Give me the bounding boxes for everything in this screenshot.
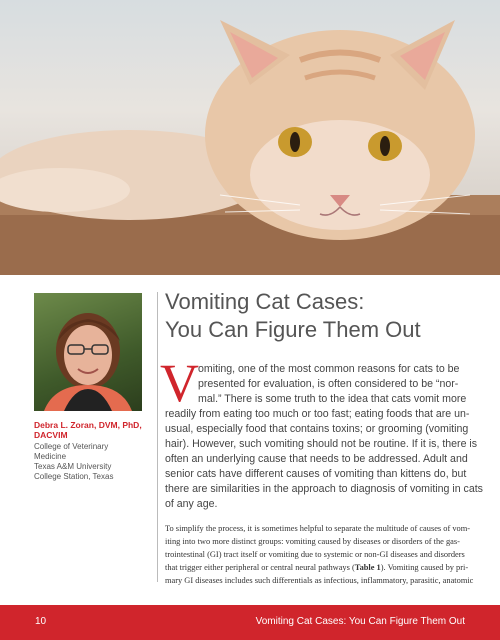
- page-footer: [0, 605, 500, 640]
- affiliation-line: Medicine: [34, 452, 67, 461]
- title-line: You Can Figure Them Out: [165, 317, 421, 342]
- author-name-line: DACVIM: [34, 430, 68, 440]
- title-line: Vomiting Cat Cases:: [165, 289, 365, 314]
- author-name-line: Debra L. Zoran, DVM, PhD,: [34, 420, 142, 430]
- affiliation-line: College of Veterinary: [34, 442, 109, 451]
- affiliation-line: Texas A&M University: [34, 462, 112, 471]
- article-title: [165, 288, 485, 344]
- author-name: [34, 420, 149, 440]
- author-affiliation: [34, 442, 149, 482]
- body-line: To simplify the process, it is sometimes helpful to separate the multitude of causes of vom-: [165, 524, 471, 533]
- drop-cap: V: [160, 353, 199, 413]
- body-text: ). Vomiting caused by pri-: [380, 563, 469, 572]
- lead-line: readily from eating too much or too fast; eating foods that are un-: [165, 408, 470, 420]
- running-title: Vomiting Cat Cases: You Can Figure Them Out: [255, 616, 465, 627]
- body-line: [165, 561, 469, 574]
- column-divider: [157, 292, 158, 582]
- lead-line: usual, especially food that contains toxins; or grooming (vomiting: [165, 423, 469, 435]
- lead-line: mal.” There is some truth to the idea that cats vomit more: [198, 393, 467, 405]
- body-line: mary GI diseases includes such differentials as infectious, inflammatory, parasitic, anatomic: [165, 576, 474, 585]
- lead-line: often an underlying cause that needs to be addressed. Adult and: [165, 453, 468, 465]
- author-portrait-illustration: [34, 293, 142, 411]
- lead-line: omiting, one of the most common reasons for cats to be: [198, 363, 460, 375]
- cat-photo: [0, 0, 500, 275]
- lead-line: there are similarities in the approach to diagnosis of vomiting in cats: [165, 483, 483, 495]
- body-line: iting into two more distinct groups: vomiting caused by diseases or disorders of the gas-: [165, 537, 460, 546]
- page-number: 10: [35, 616, 47, 627]
- body-text: that trigger either peripheral or central neural pathways (: [165, 563, 355, 572]
- cat-illustration: [0, 0, 500, 275]
- lead-line: of any age.: [165, 498, 218, 510]
- lead-line: hair). However, such vomiting should not be routine. If it is, there is: [165, 438, 478, 450]
- table-reference-link[interactable]: Table 1: [354, 563, 381, 572]
- lead-line: presented for evaluation, is often considered to be “nor-: [198, 378, 459, 390]
- affiliation-line: College Station, Texas: [34, 472, 114, 481]
- author-portrait: [34, 293, 142, 411]
- body-line: trointestinal (GI) tract itself or vomiting due to systemic or non-GI diseases and disorders: [165, 550, 465, 559]
- lead-line: senior cats have different causes of vomiting than kittens do, but: [165, 468, 467, 480]
